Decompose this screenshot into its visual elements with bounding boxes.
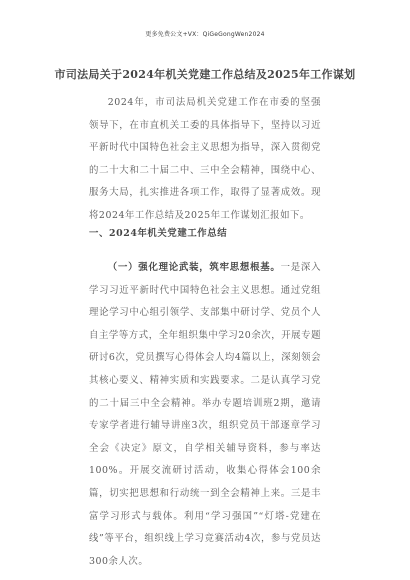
document-title: 市司法局关于2024年机关党建工作总结及2025年工作谋划 xyxy=(54,68,356,81)
section-heading: 一、2024年机关党建工作总结 xyxy=(89,228,228,239)
subsection-title: （一）强化理论武装，筑牢思想根基。 xyxy=(107,262,281,273)
header-note: 更多免费公文+VX：QiGeGongWen2024 xyxy=(145,31,265,38)
section-paragraph xyxy=(89,257,321,573)
subsection-body: 一是深入学习习近平新时代中国特色社会主义思想。通过党组理论学习中心组引领学、支部集中研讨学、党员个人自主学等方式，全年组织集中学习20余次，开展专题研讨6次，党员撰写心得体会人均4篇以上，深刻领会其核心要义、精神实质和实践要求。二是认真学习党的二十届三中全会精神。举办专题培训班2期，邀请专家学者进行辅导讲座3次，组织党员干部逐章学习全会《决定》原文，自学相关辅导资料，参与率达100%。开展交流研讨活动，收集心得体会100余篇，切实把思想和行动统一到全会精神上来。三是丰富学习形式与载体。利用“学习强国”“灯塔-党建在线”等平台，组织线上学习竞赛活动4次，参与党员达300余人次。 xyxy=(89,262,321,567)
intro-paragraph: 2024年，市司法局机关党建工作在市委的坚强领导下，在市直机关工委的具体指导下，坚持以习近平新时代中国特色社会主义思想为指导，深入贯彻党的二十大和二十届二中、三中全会精神，围绕中心、服务大局，扎实推进各项工作，取得了显著成效。现将2024年工作总结及2025年工作谋划汇报如下。 xyxy=(89,97,321,221)
